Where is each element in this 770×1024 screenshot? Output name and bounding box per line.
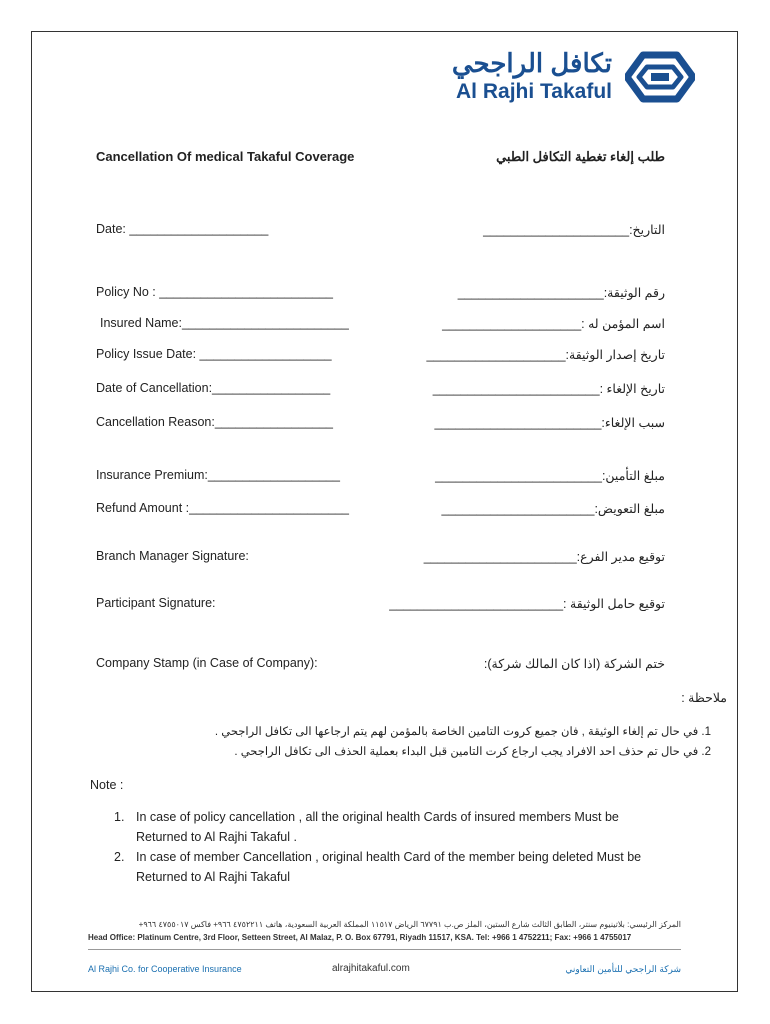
logo-name-arabic: تكافل الراجحي bbox=[451, 48, 612, 78]
note-item-1 bbox=[114, 807, 619, 847]
logo-emblem-icon bbox=[625, 51, 695, 103]
participant-signature-field[interactable]: Participant Signature: bbox=[96, 596, 216, 610]
date-field[interactable]: Date: ____________________ bbox=[96, 222, 269, 236]
cancellation-date-field-arabic[interactable]: تاريخ الإلغاء :________________________ bbox=[432, 382, 665, 396]
insurance-premium-field[interactable]: Insurance Premium:___________________ bbox=[96, 468, 340, 482]
policy-number-field-arabic[interactable]: رقم الوثيقة:_____________________ bbox=[457, 286, 665, 300]
cancellation-reason-field[interactable]: Cancellation Reason:_________________ bbox=[96, 415, 334, 429]
branch-manager-signature-field[interactable]: Branch Manager Signature: bbox=[96, 549, 249, 563]
company-stamp-field[interactable]: Company Stamp (in Case of Company): bbox=[96, 656, 318, 670]
date-field-arabic[interactable]: التاريخ:_____________________ bbox=[483, 223, 665, 237]
footer-address-english: Head Office: Platinum Centre, 3rd Floor, Setteen Street, Al Malaz, P. O. Box 67791, Riyadh 11517, KSA. Tel: +966 1 4752211; Fax: +966 1 4755017 bbox=[88, 933, 632, 942]
note-item-arabic-2: 2. في حال تم حذف احد الافراد يجب ارجاع كرت التامين قبل البداء بعملية الحذف الى تكافل الراجحي . bbox=[234, 746, 711, 758]
notes-heading-arabic: ملاحظة : bbox=[681, 691, 727, 705]
cancellation-reason-field-arabic[interactable]: سبب الإلغاء:________________________ bbox=[434, 416, 665, 430]
refund-amount-field-arabic[interactable]: مبلغ التعويض:______________________ bbox=[441, 502, 665, 516]
company-logo bbox=[432, 46, 732, 106]
note-number: 2. bbox=[114, 850, 125, 864]
branch-manager-signature-field-arabic[interactable]: توقيع مدير الفرع:______________________ bbox=[423, 550, 665, 564]
footer-website-link[interactable]: alrajhitakaful.com bbox=[332, 963, 410, 974]
cancellation-date-field[interactable]: Date of Cancellation:_________________ bbox=[96, 381, 331, 395]
footer-address-arabic: المركز الرئيسي: بلاتينيوم سنتر، الطابق الثالث شارع الستين، الملز ص.ب ٦٧٧٩١ الرياض ١١٥١٧ المملكة العربية السعودية، هاتف ٤٧٥٢٢١١ ٩٦٦+ فاكس ٤٧٥٥٠١٧ ٩٦٦+ bbox=[138, 920, 681, 929]
logo-name-english: Al Rajhi Takaful bbox=[456, 80, 612, 103]
company-stamp-field-arabic[interactable]: ختم الشركة (اذا كان المالك شركة): bbox=[483, 657, 665, 671]
form-page bbox=[31, 31, 738, 992]
refund-amount-field[interactable]: Refund Amount :_______________________ bbox=[96, 501, 350, 515]
footer-company-english: Al Rajhi Co. for Cooperative Insurance bbox=[88, 964, 242, 974]
insurance-premium-field-arabic[interactable]: مبلغ التأمين:________________________ bbox=[435, 469, 665, 483]
footer-company-arabic: شركة الراجحي للتأمين التعاوني bbox=[565, 964, 681, 974]
insured-name-field-arabic[interactable]: اسم المؤمن له :____________________ bbox=[442, 317, 665, 331]
note-text-continued: Returned to Al Rajhi Takaful bbox=[136, 870, 291, 884]
policy-issue-date-field[interactable]: Policy Issue Date: ___________________ bbox=[96, 347, 332, 361]
policy-number-field[interactable]: Policy No : _________________________ bbox=[96, 285, 334, 299]
note-text: In case of member Cancellation , original health Card of the member being deleted Must be bbox=[136, 850, 642, 864]
insured-name-field[interactable]: Insured Name:________________________ bbox=[100, 316, 349, 330]
notes-heading: Note : bbox=[90, 778, 124, 792]
participant-signature-field-arabic[interactable]: توقيع حامل الوثيقة :_________________________ bbox=[389, 597, 665, 611]
form-title-arabic: طلب إلغاء تغطية التكافل الطبي bbox=[496, 149, 665, 164]
note-number: 1. bbox=[114, 810, 125, 824]
note-text-continued: Returned to Al Rajhi Takaful . bbox=[136, 830, 297, 844]
note-item-arabic-1: 1. في حال تم إلغاء الوثيقة , فان جميع كروت التامين الخاصة بالمؤمن لهم يتم ارجاعها الى تكافل الراجحي . bbox=[214, 726, 711, 738]
note-item-2 bbox=[114, 847, 641, 887]
policy-issue-date-field-arabic[interactable]: تاريخ إصدار الوثيقة:____________________ bbox=[426, 348, 665, 362]
note-text: In case of policy cancellation , all the original health Cards of insured members Must be bbox=[136, 810, 619, 824]
footer-divider bbox=[88, 949, 681, 950]
form-title-english: Cancellation Of medical Takaful Coverage bbox=[96, 149, 355, 164]
